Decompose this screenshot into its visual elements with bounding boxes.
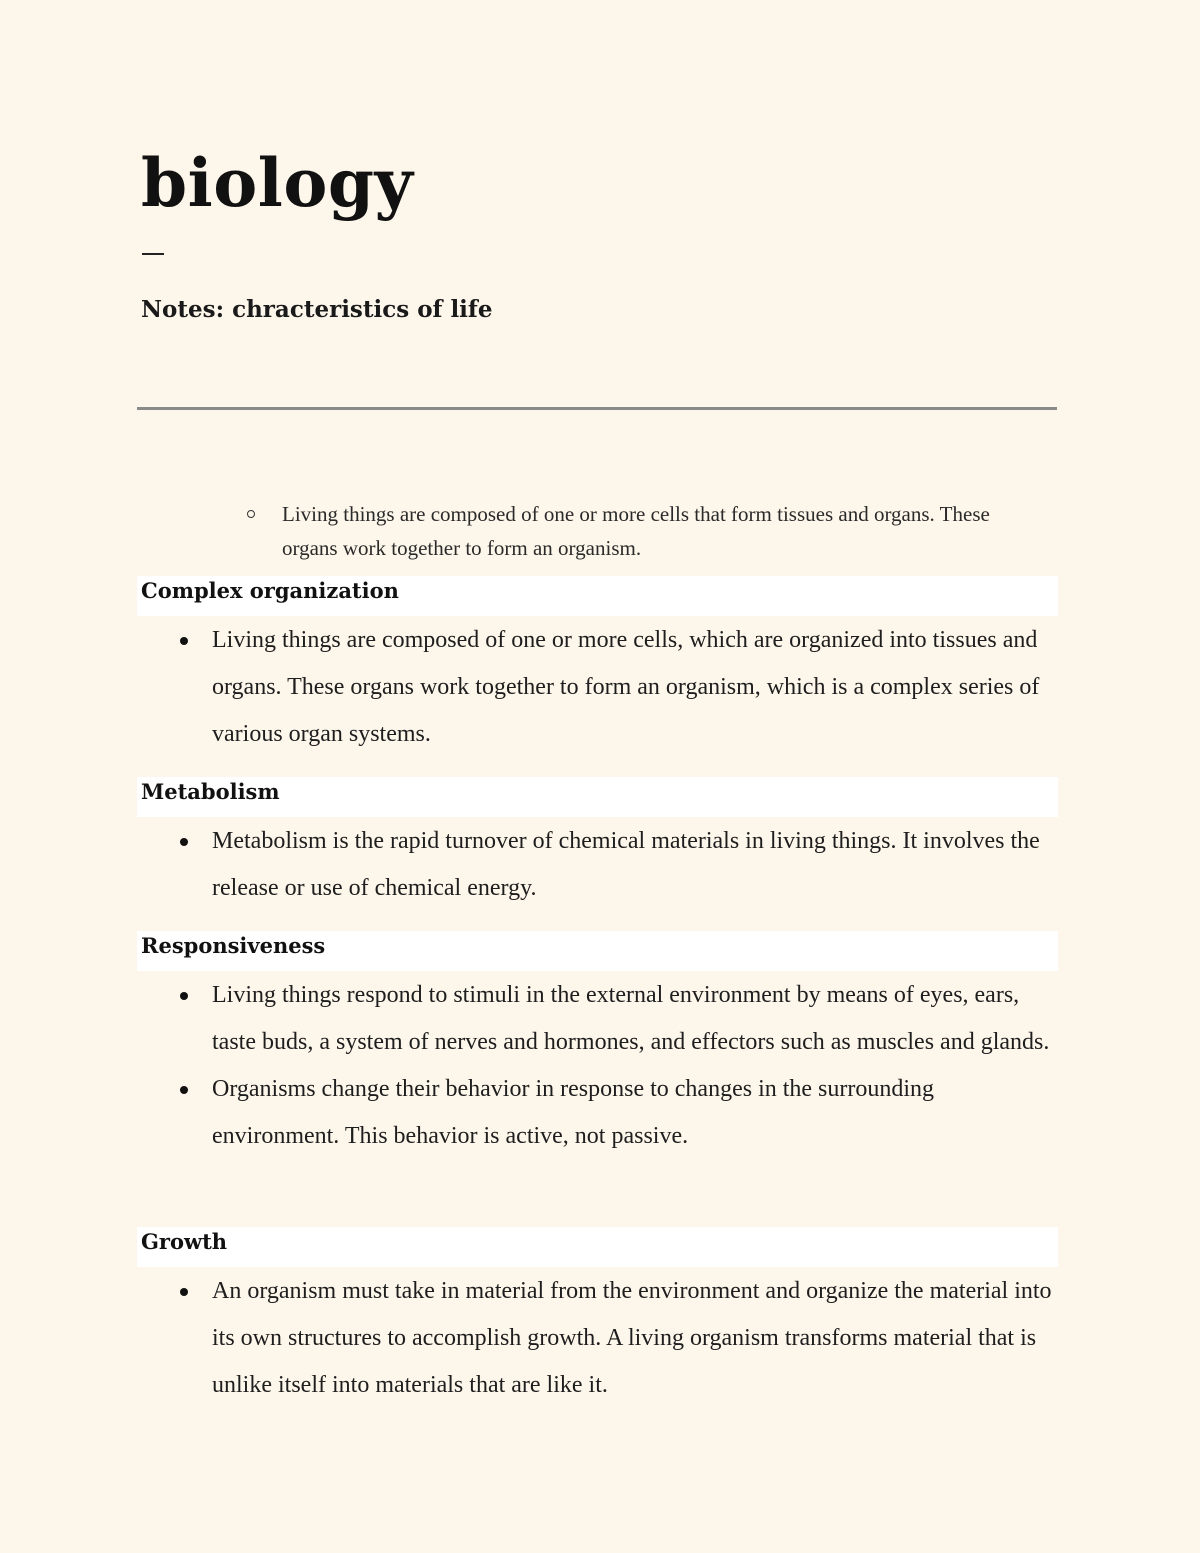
section-heading-growth: Growth (137, 1227, 1058, 1267)
section-list-metabolism (172, 818, 1062, 912)
list-item-text: Living things are composed of one or more cells, which are organized into tissues and organs. These organs work together to form an organism, which is a complex series of various organ systems. (212, 627, 1040, 747)
horizontal-rule (137, 407, 1057, 410)
bullet-icon (180, 838, 188, 846)
list-item (172, 818, 1062, 912)
section-list-complex-organization (172, 617, 1062, 758)
title-dash-divider (142, 253, 164, 255)
section-heading-responsiveness: Responsiveness (137, 931, 1058, 971)
list-item (172, 617, 1062, 758)
bullet-icon (180, 992, 188, 1000)
bullet-icon (180, 1086, 188, 1094)
document-subtitle: Notes: chracteristics of life (141, 296, 493, 323)
section-list-responsiveness (172, 972, 1062, 1160)
list-item-text: Organisms change their behavior in response to changes in the surrounding environment. This behavior is active, not passive. (212, 1076, 935, 1149)
intro-item-text: Living things are composed of one or more cells that form tissues and organs. These organs work together to form an organism. (282, 502, 990, 560)
bullet-icon (180, 1288, 188, 1296)
list-item-text: Metabolism is the rapid turnover of chemical materials in living things. It involves the release or use of chemical energy. (212, 828, 1040, 901)
list-item (172, 972, 1062, 1066)
section-heading-metabolism: Metabolism (137, 777, 1058, 817)
intro-list (245, 497, 1045, 565)
section-list-growth (172, 1268, 1062, 1409)
list-item (172, 1066, 1062, 1160)
intro-list-item (245, 497, 1045, 565)
list-item-text: Living things respond to stimuli in the external environment by means of eyes, ears, taste buds, a system of nerves and hormones, and effectors such as muscles and glands. (212, 982, 1050, 1055)
hollow-bullet-icon (247, 510, 255, 518)
document-title: biology (141, 144, 414, 222)
list-item-text: An organism must take in material from the environment and organize the material into its own structures to accomplish growth. A living organism transforms material that is unlike itself into materials that are like it. (212, 1278, 1052, 1398)
bullet-icon (180, 637, 188, 645)
section-heading-complex-organization: Complex organization (137, 576, 1058, 616)
list-item (172, 1268, 1062, 1409)
